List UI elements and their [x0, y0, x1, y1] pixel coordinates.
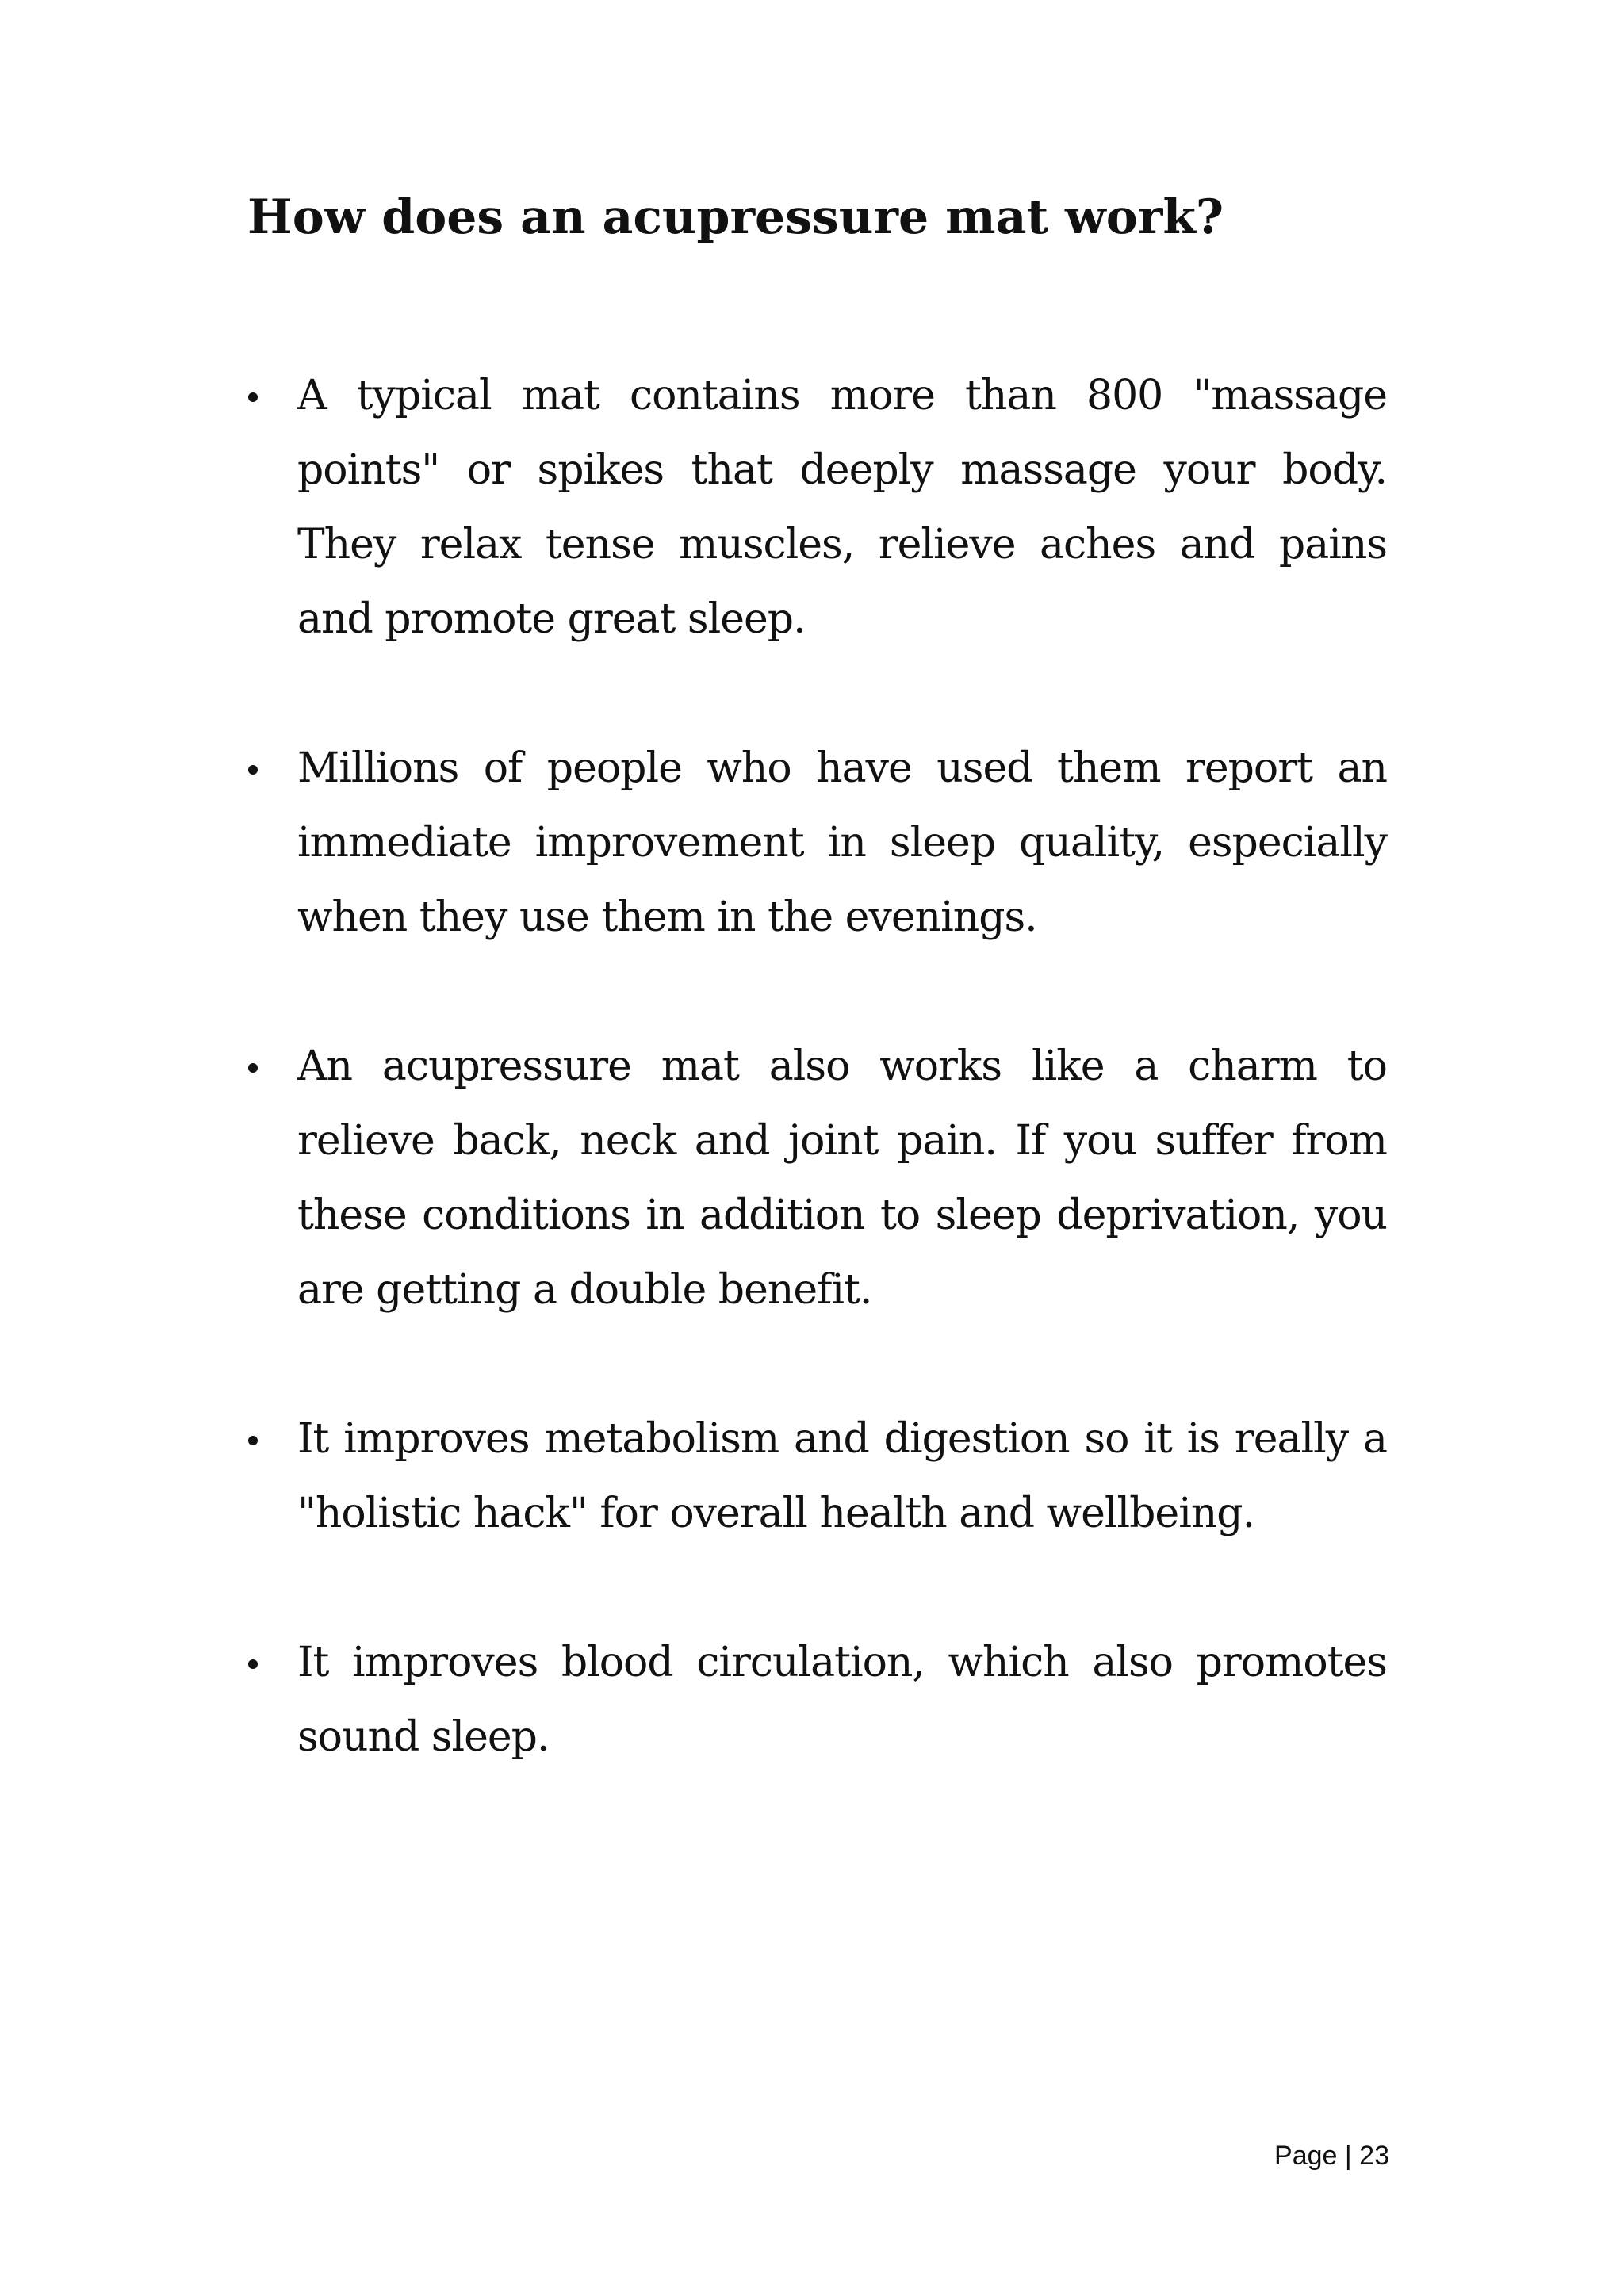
bullet-dot-icon [248, 1436, 258, 1445]
bullet-item [247, 1625, 1387, 1774]
bullet-text: It improves metabolism and digestion so it is really a "holistic hack" for overall health and wellbeing. [297, 1415, 1387, 1537]
bullet-text: A typical mat contains more than 800 "massage points" or spikes that deeply massage your body. They relax tense muscles, relieve aches and pains and promote great sleep. [297, 372, 1387, 643]
bullet-item [247, 731, 1387, 955]
bullet-dot-icon [248, 765, 258, 775]
bullet-text: An acupressure mat also works like a charm to relieve back, neck and joint pain. If you suffer from these conditions in addition to sleep deprivation, you are getting a double benefit. [297, 1043, 1387, 1314]
bullet-text: Millions of people who have used them report an immediate improvement in sleep quality, especially when they use them in the evenings. [297, 744, 1387, 941]
page-number: Page | 23 [1274, 2141, 1389, 2171]
bullet-dot-icon [248, 1659, 258, 1669]
bullet-dot-icon [248, 392, 258, 402]
bullet-item [247, 1029, 1387, 1327]
bullet-dot-icon [248, 1063, 258, 1073]
page-heading: How does an acupressure mat work? [247, 189, 1224, 245]
bullet-item [247, 358, 1387, 656]
bullet-text: It improves blood circulation, which also promotes sound sleep. [297, 1639, 1387, 1761]
bullet-list [247, 358, 1387, 1849]
bullet-item [247, 1402, 1387, 1551]
